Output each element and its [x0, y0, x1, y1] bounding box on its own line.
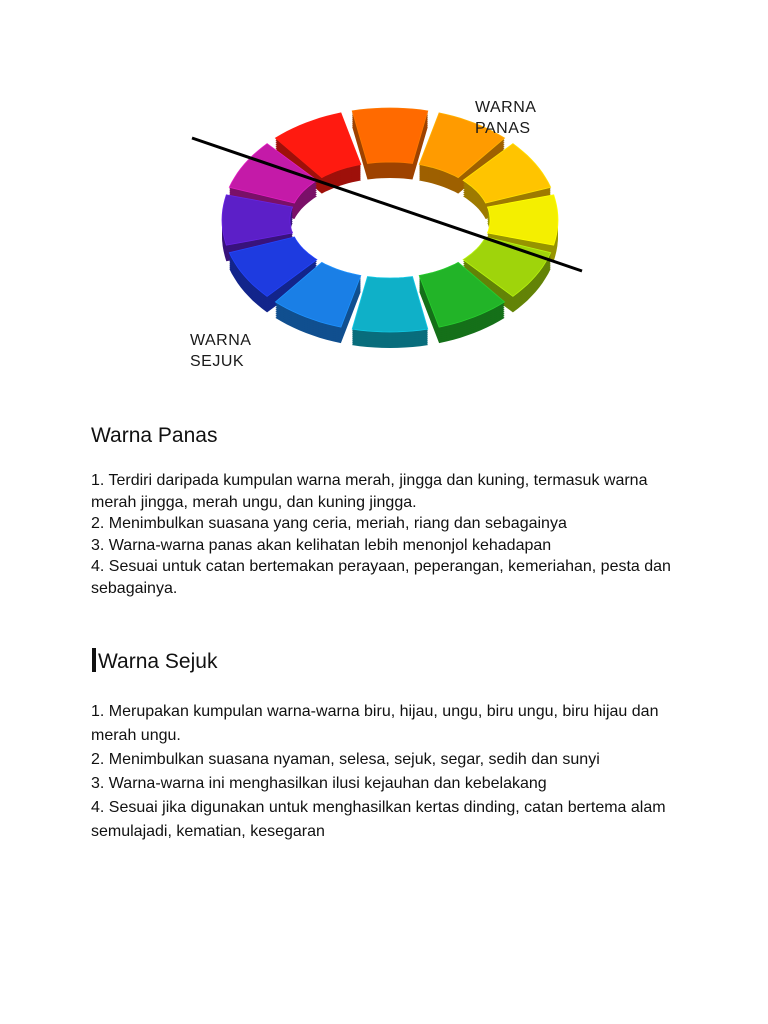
list-item: 2. Menimbulkan suasana nyaman, selesa, sejuk, segar, sedih dan sunyi	[91, 751, 600, 768]
color-wheel-figure	[170, 80, 590, 400]
label-warna-panas: WARNA PANAS	[475, 99, 537, 137]
list-warna-sejuk	[91, 700, 691, 844]
text-cursor-bar	[92, 648, 96, 672]
wheel-segment	[352, 108, 428, 180]
section-title-warna-sejuk	[92, 648, 217, 675]
label-warna-sejuk: WARNA SEJUK	[190, 332, 252, 370]
list-warna-panas	[91, 470, 691, 599]
list-item: 1. Terdiri daripada kumpulan warna merah, jingga dan kuning, termasuk warna merah jingga, merah ungu, dan kuning jingga.	[91, 472, 648, 511]
wheel-segment	[352, 277, 428, 349]
list-item: 3. Warna-warna panas akan kelihatan lebih menonjol kehadapan	[91, 536, 552, 554]
section-title-text: Warna Sejuk	[98, 650, 218, 673]
section-title-warna-panas: Warna Panas	[91, 424, 218, 447]
list-item: 4. Sesuai jika digunakan untuk menghasilkan kertas dinding, catan bertema alam semulajadi, kematian, kesegaran	[91, 799, 666, 840]
list-item: 4. Sesuai untuk catan bertemakan perayaan, peperangan, kemeriahan, pesta dan sebagainya.	[91, 558, 671, 597]
list-item: 1. Merupakan kumpulan warna-warna biru, hijau, ungu, biru ungu, biru hijau dan merah ungu.	[91, 703, 659, 744]
list-item: 2. Menimbulkan suasana yang ceria, meriah, riang dan sebagainya	[91, 515, 567, 532]
list-item: 3. Warna-warna ini menghasilkan ilusi kejauhan dan kebelakang	[91, 775, 547, 792]
